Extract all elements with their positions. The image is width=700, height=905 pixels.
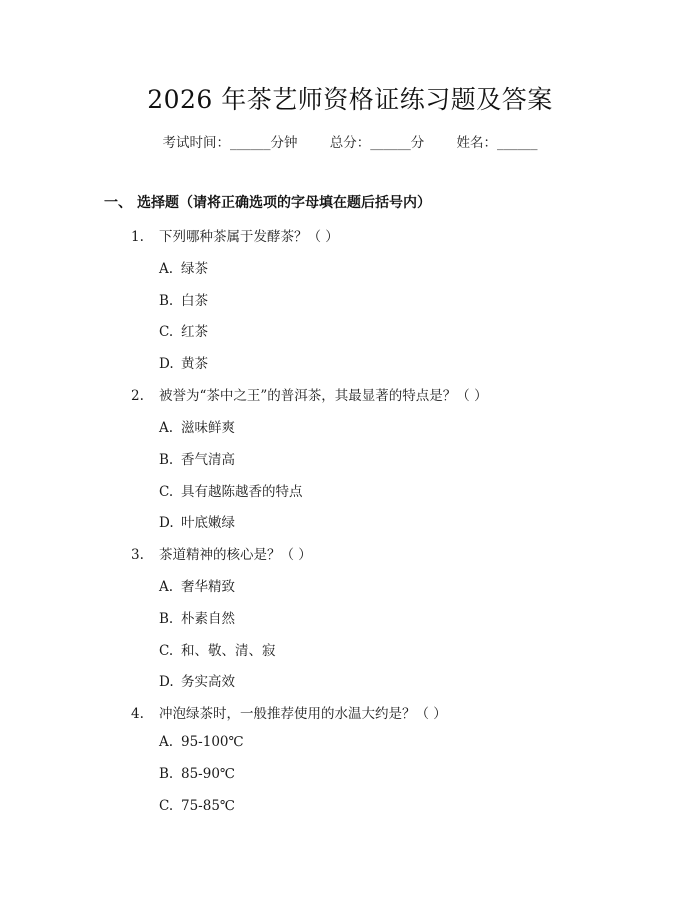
option-letter: B. — [159, 452, 174, 468]
option-letter: B. — [159, 766, 174, 782]
section-title: 选择题（请将正确选项的字母填在题后括号内） — [137, 195, 431, 211]
option-text: 朴素自然 — [181, 611, 235, 627]
option-letter: C. — [159, 798, 174, 814]
option-text: 滋味鲜爽 — [181, 420, 235, 436]
option-letter: D. — [159, 515, 174, 531]
question-text: 茶道精神的核心是？（ ） — [159, 547, 312, 563]
question-number: 2. — [131, 388, 144, 404]
option — [159, 766, 235, 782]
option-text: 黄茶 — [181, 356, 208, 372]
option — [159, 320, 208, 340]
option-letter: A. — [159, 420, 174, 436]
option-text: 绿茶 — [181, 261, 208, 277]
question — [131, 702, 447, 722]
option-letter: A. — [159, 579, 174, 595]
option-text: 和、敬、清、寂 — [181, 643, 276, 659]
question-number: 1. — [131, 229, 144, 245]
option-letter: D. — [159, 674, 174, 690]
option-letter: D. — [159, 356, 174, 372]
total-score-field: 总分：______分 — [329, 135, 425, 151]
option — [159, 734, 244, 750]
option — [159, 575, 235, 595]
option — [159, 416, 235, 436]
option-letter: B. — [159, 293, 174, 309]
option-text: 95-100℃ — [181, 734, 244, 750]
section-number: 一、 — [104, 195, 132, 211]
section-heading — [104, 192, 431, 212]
option-text: 香气清高 — [181, 452, 235, 468]
option — [159, 257, 208, 277]
option-letter: A. — [159, 261, 174, 277]
option-letter: A. — [159, 734, 174, 750]
question — [131, 225, 339, 245]
question — [131, 543, 312, 563]
option — [159, 639, 276, 659]
option-text: 白茶 — [181, 293, 208, 309]
question-text: 冲泡绿茶时，一般推荐使用的水温大约是？（ ） — [159, 706, 447, 722]
option-letter: C. — [159, 643, 174, 659]
document-title: 2026 年茶艺师资格证练习题及答案 — [147, 85, 553, 114]
option-text: 叶底嫩绿 — [181, 515, 235, 531]
option — [159, 289, 208, 309]
exam-time-field: 考试时间：______分钟 — [162, 135, 298, 151]
option — [159, 480, 303, 500]
option-letter: B. — [159, 611, 174, 627]
exam-info-line — [0, 131, 700, 151]
option — [159, 352, 208, 372]
option-text: 奢华精致 — [181, 579, 235, 595]
option — [159, 511, 235, 531]
option — [159, 448, 235, 468]
name-field: 姓名：______ — [456, 135, 538, 151]
question-text: 被誉为“茶中之王”的普洱茶，其最显著的特点是？（ ） — [159, 388, 488, 404]
option-letter: C. — [159, 324, 174, 340]
option-text: 红茶 — [181, 324, 208, 340]
option — [159, 670, 235, 690]
option — [159, 798, 235, 814]
question-number: 3. — [131, 547, 144, 563]
option-letter: C. — [159, 484, 174, 500]
option-text: 85-90℃ — [181, 766, 236, 782]
option-text: 75-85℃ — [181, 798, 236, 814]
option — [159, 607, 235, 627]
question-text: 下列哪种茶属于发酵茶？（ ） — [159, 229, 339, 245]
option-text: 务实高效 — [181, 674, 235, 690]
question — [131, 384, 488, 404]
question-number: 4. — [131, 706, 144, 722]
option-text: 具有越陈越香的特点 — [181, 484, 303, 500]
